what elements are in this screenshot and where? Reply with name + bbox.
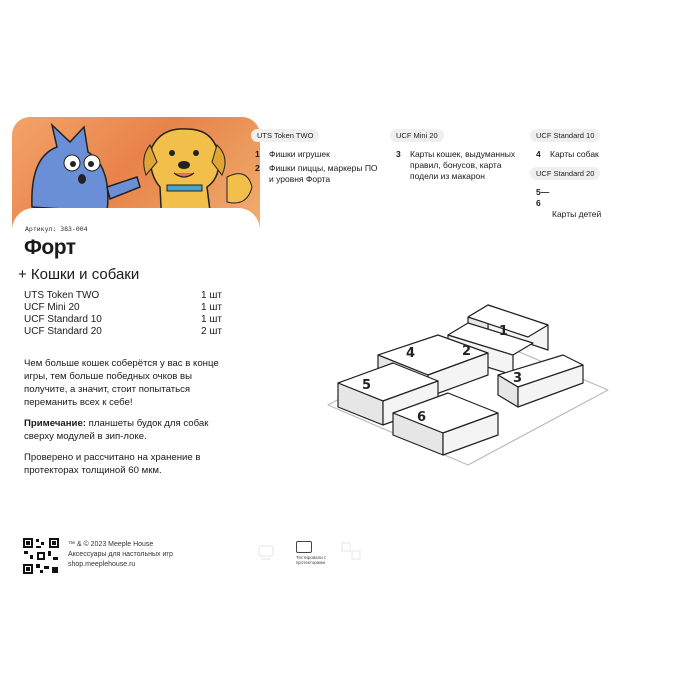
column-header: UCF Standard 10 [530,129,600,142]
contents-row: UCF Mini 20 1 шт [24,302,222,313]
description-text: Чем больше кошек соберётся у вас в конце игры, тем больше победных очков вы получите, а значит, стоит попытаться переманить всех к себе! [24,358,219,408]
list-item: 3 Карты кошек, выдуманных правил, бонусов, карта подели из макарон [396,149,516,181]
column-header: UCF Mini 20 [390,129,444,142]
column-header: UCF Standard 20 [530,167,600,180]
list-item: 2 Фишки пиццы, маркеры ПО и уровня Форта [255,163,378,184]
faded-mark-icon [256,543,276,563]
shop-link[interactable]: shop.meeplehouse.ru [68,561,136,568]
contents-list [24,290,222,338]
list-item: 1 Фишки игрушек [255,149,330,159]
diagram-label: 3 [513,371,523,386]
column-header: UTS Token TWO [251,129,319,142]
contents-row: UCF Standard 10 1 шт [24,314,222,325]
product-title: Форт [24,236,76,259]
product-subtitle: + Кошки и собаки [18,266,140,283]
contents-row: UCF Standard 20 2 шт [24,326,222,337]
qr-code-icon [22,537,60,575]
diagram-label: 6 [417,410,427,425]
list-item: 4 Карты собак [536,149,599,159]
storage-note: Проверено и рассчитано на хранение в протекторах толщиной 60 мкм. [24,452,201,476]
cat-illustration [32,125,140,212]
tagline: Аксессуары для настольных игр [68,551,173,558]
column-ucf-standard-20 [530,163,640,220]
protector-icon [296,541,312,553]
list-item: 5—6 Карты детей [536,187,602,219]
diagram-label: 4 [406,346,416,361]
column-ucf-mini [390,125,520,185]
contents-row: UTS Token TWO 1 шт [24,290,222,301]
column-ucf-standard-10 [530,125,640,163]
note: Примечание: планшеты будок для собак сверху модулей в зип-локе. [24,418,209,442]
column-uts [251,125,381,188]
diagram-label: 1 [499,324,509,339]
description [24,357,224,485]
diagram-label: 5 [362,378,372,393]
diagram-label: 2 [462,344,472,359]
copyright: ™ & © 2023 Meeple House [68,541,154,548]
faded-mark-icon [340,541,362,563]
article-number: Артикул: 383-004 [25,225,88,233]
storage-diagram [318,295,618,470]
footer-info [68,540,173,570]
badge-text: Тестировали с протекторами [296,555,327,565]
